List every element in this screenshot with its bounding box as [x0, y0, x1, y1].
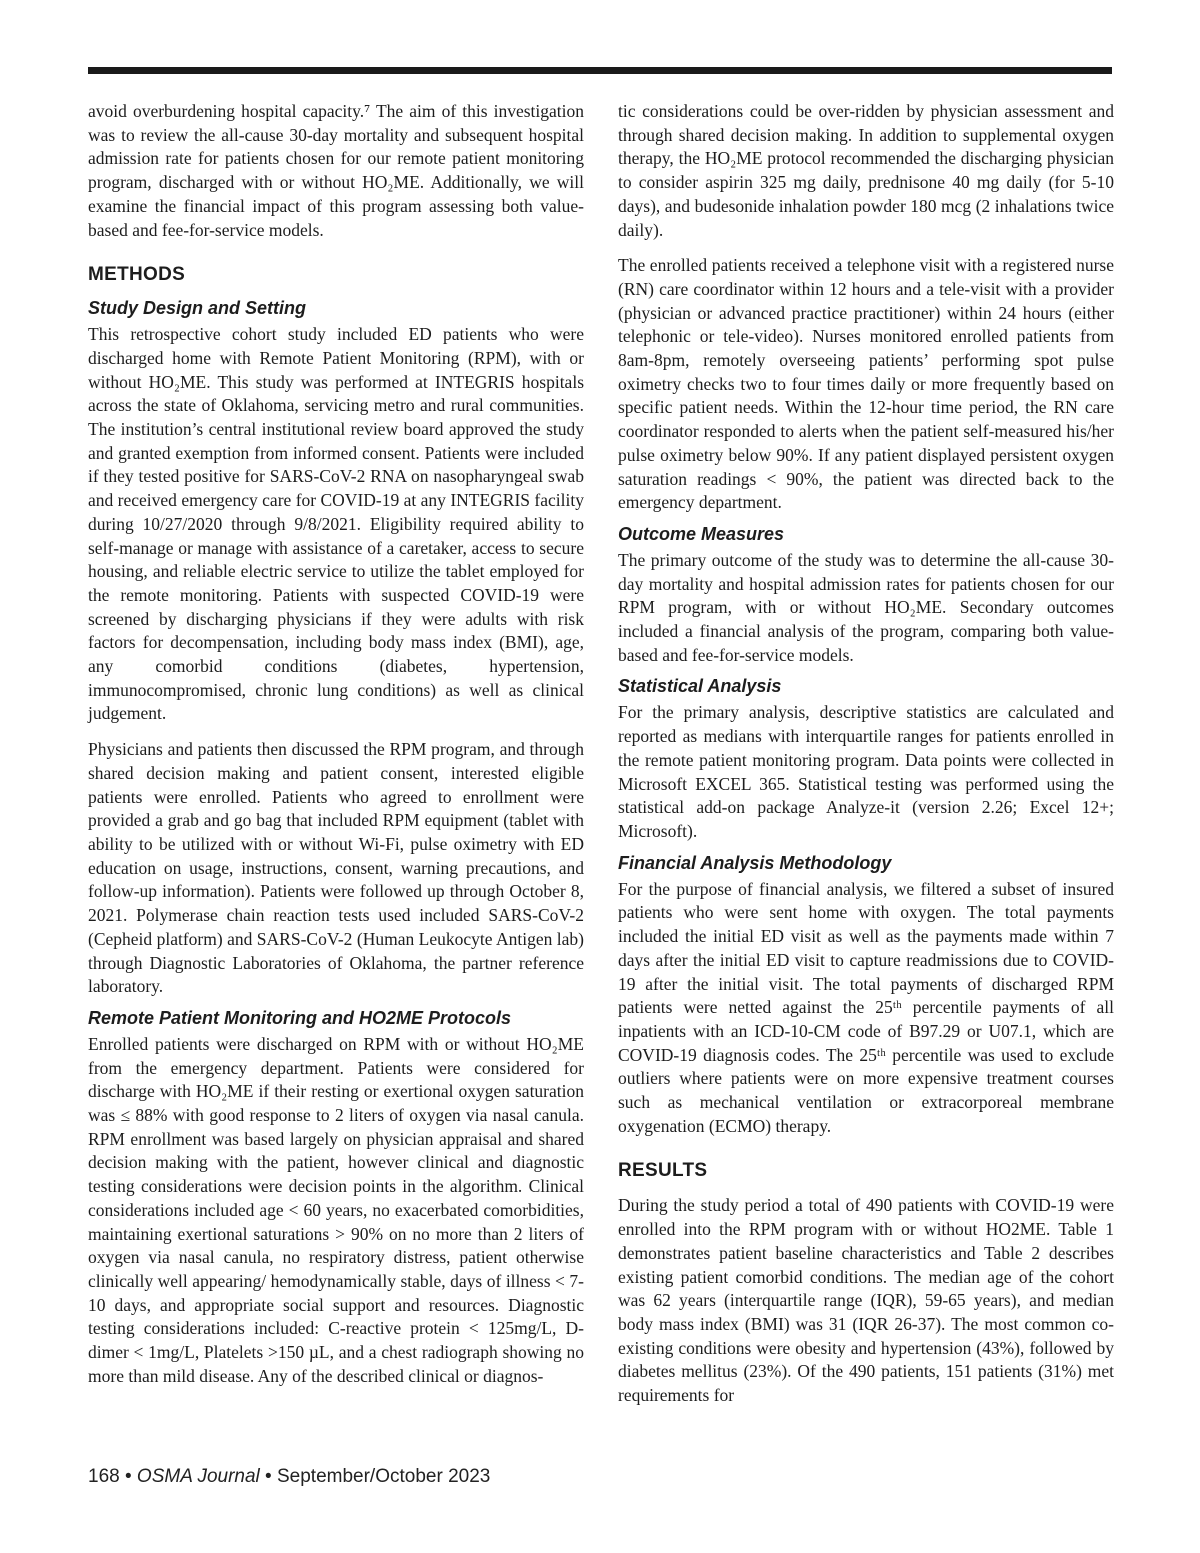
page-number: 168 [88, 1466, 120, 1487]
nursing-paragraph: The enrolled patients received a telephone visit with a registered nurse (RN) care coordinator within 12 hours and a tele-visit with a provider (physician or advanced practice practitioner) within 24 hours (either telephonic or tele-video). Nurses monitored enrolled patients from 8am-8pm, remotely overseeing patients’ performing spot pulse oximetry checks two to four times daily or more frequently based on specific patient needs. Within the 12-hour time period, the RN care coordinator responded to alerts when the patient self-measured his/her pulse oximetry below 90%. If any patient displayed persistent oxygen saturation readings < 90%, the patient was directed back to the emergency department. [618, 255, 1114, 513]
intro-paragraph: avoid overburdening hospital capacity.⁷ The aim of this investigation was to review the all-cause 30-day mortality and subsequent hospital admission rate for patients chosen for our remote patient monitoring program, discharged with or without HO₂ME. Additionally, we will examine the financial impact of this program assessing both value-based and fee-for-service models. [88, 101, 584, 240]
enrollment-paragraph: Physicians and patients then discussed the RPM program, and through shared decision making and patient consent, interested eligible patients were enrolled. Patients who agreed to enrollment were provided a grab and go bag that included RPM equipment (tablet with ability to be utilized with or without Wi-Fi, pulse oximetry with ED education on usage, instructions, consent, warning precautions, and follow-up information). Patients were followed up through October 8, 2021. Polymerase chain reaction tests used included SARS-CoV-2 (Cepheid platform) and SARS-CoV-2 (Human Leukocyte Antigen lab) through Diagnostic Laboratories of Oklahoma, the partner reference laboratory. [88, 739, 584, 997]
rpm-protocols-heading: Remote Patient Monitoring and HO2ME Protocols [88, 1007, 512, 1028]
financial-analysis-paragraph: For the purpose of financial analysis, we filtered a subset of insured patients who were sent home with oxygen. The total payments included the initial ED visit as well as the payments made within 7 days after the initial ED visit to capture readmissions due to COVID-19 after the initial visit. The total payments of discharged RPM patients were netted against the 25ᵗʰ percentile payments of all inpatients with an ICD-10-CM code of B97.29 or U07.1, which are COVID-19 diagnosis codes. The 25ᵗʰ percentile was used to exclude outliers where patients were on more expensive treatment courses such as mechanical ventilation or extracorporeal membrane oxygenation (ECMO) therapy. [618, 878, 1114, 1136]
right-column [618, 100, 1114, 1408]
rpm-protocols-paragraph: Enrolled patients were discharged on RPM with or without HO₂ME from the emergency department. Patients were considered for discharge with HO₂ME if their resting or exertional oxygen saturation was ≤ 88% with good response to 2 liters of oxygen via nasal canula. RPM enrollment was based largely on physician appraisal and shared decision making with the patient, however clinical and diagnostic testing considerations were decision points in the algorithm. Clinical considerations included age < 60 years, no exacerbated comorbidities, maintaining exertional saturations > 90% on no more than 2 liters of oxygen via nasal canula, no respiratory distress, patient otherwise clinically well appearing/ hemodynamically stable, days of illness < 7-10 days, and appropriate social support and resources. Diagnostic testing considerations included: C-reactive protein < 125mg/L, D-dimer < 1mg/L, Platelets >150 µL, and a chest radiograph showing no more than mild disease. Any of the described clinical or diagnos- [88, 1033, 584, 1386]
top-rule [88, 67, 1112, 74]
statistical-analysis-heading: Statistical Analysis [618, 676, 782, 697]
study-design-paragraph: This retrospective cohort study included ED patients who were discharged home with Remote Patient Monitoring (RPM), with or without HO₂ME. This study was performed at INTEGRIS hospitals across the state of Oklahoma, servicing metro and rural communities. The institution’s central institutional review board approved the study and granted exemption from informed consent. Patients were included if they tested positive for SARS-CoV-2 RNA on nasopharyngeal swab and received emergency care for COVID-19 at any INTEGRIS facility during 10/27/2020 through 9/8/2021. Eligibility required ability to self-manage or manage with assistance of a caretaker, access to secure housing, and reliable electric service to utilize the tablet employed for the remote monitoring. Patients with suspected COVID-19 were screened by discharging physicians if they were adults with risk factors for decompensation, including body mass index (BMI), age, any comorbid conditions (diabetes, hypertension, immunocompromised, chronic lung conditions) as well as clinical judgement. [88, 324, 584, 724]
outcome-measures-heading: Outcome Measures [618, 523, 785, 544]
methods-heading: METHODS [88, 264, 186, 286]
issue-date: September/October 2023 [276, 1466, 491, 1487]
results-heading: RESULTS [618, 1160, 708, 1182]
results-paragraph: During the study period a total of 490 patients with COVID-19 were enrolled into the RPM program with or without HO2ME. Table 1 demonstrates patient baseline characteristics and Table 2 describes existing patient comorbid conditions. The median age of the cohort was 62 years (interquartile range (IQR), 59-65 years), and median body mass index (BMI) was 31 (IQR 26-37). The most common co-existing conditions were obesity and hypertension (43%), followed by diabetes mellitus (23%). Of the 490 patients, 151 patients (31%) met requirements for [618, 1195, 1114, 1406]
protocol-continued-paragraph: tic considerations could be over-ridden by physician assessment and through shared decision making. In addition to supplemental oxygen therapy, the HO₂ME protocol recommended the discharging physician to consider aspirin 325 mg daily, prednisone 40 mg daily (for 5-10 days), and budesonide inhalation powder 180 mcg (2 inhalations twice daily). [618, 101, 1114, 240]
page-footer [88, 1466, 490, 1488]
journal-name: OSMA Journal [136, 1466, 260, 1487]
statistical-analysis-paragraph: For the primary analysis, descriptive statistics are calculated and reported as medians with interquartile ranges for patients enrolled in the remote patient monitoring program. Data points were collected in Microsoft EXCEL 365. Statistical testing was performed using the statistical add-on package Analyze-it (version 2.26; Excel 12+; Microsoft). [618, 702, 1114, 841]
footer-bullet-2: • [265, 1466, 272, 1487]
footer-bullet: • [124, 1466, 132, 1487]
left-column [88, 100, 584, 1388]
study-design-heading: Study Design and Setting [88, 298, 307, 319]
financial-analysis-heading: Financial Analysis Methodology [618, 852, 892, 873]
outcome-measures-paragraph: The primary outcome of the study was to determine the all-cause 30-day mortality and hospital admission rates for patients chosen for our RPM program, with or without HO₂ME. Secondary outcomes included a financial analysis of the program, comparing both value-based and fee-for-service models. [618, 549, 1114, 665]
